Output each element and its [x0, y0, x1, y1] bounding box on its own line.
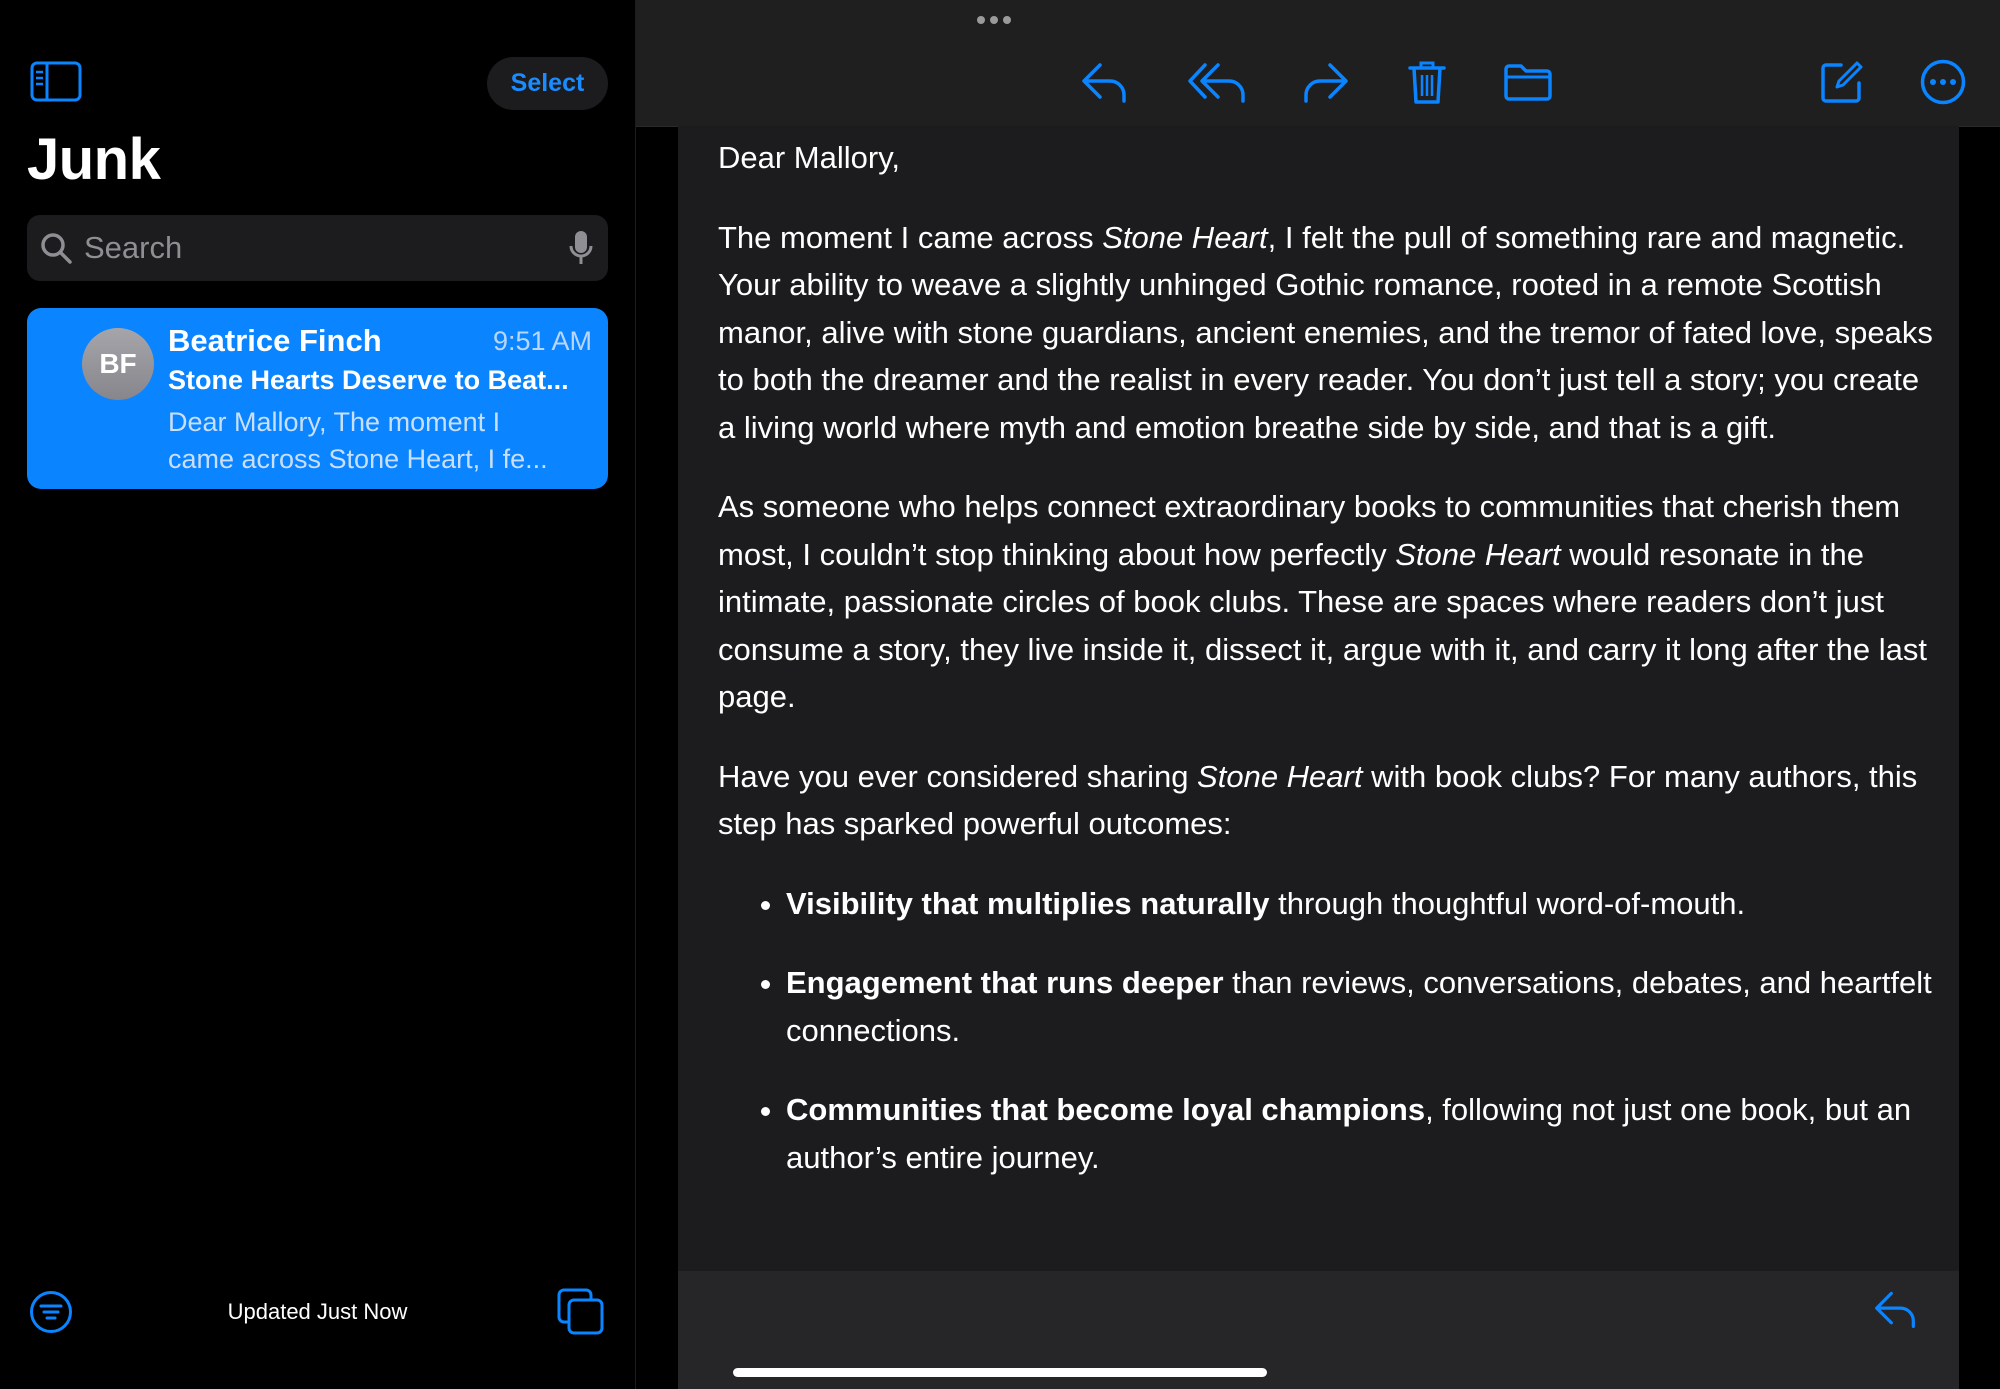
message-paragraph: The moment I came across Stone Heart, I felt the pull of something rare and magnetic. Your ability to weave a slightly unhinged Gothic romance, rooted in a remote Scottish manor, alive with stone guardians, ancient enemies, and the tremor of fated love, speaks to both the dreamer and the realist in every reader. You don’t just tell a story; you create a living world where myth and emotion breathe side by side, and that is a gift. [718, 219, 1933, 445]
avatar: BF [82, 328, 154, 400]
home-indicator[interactable] [733, 1368, 1267, 1377]
mail-time: 9:51 AM [492, 326, 592, 356]
mail-preview [168, 404, 593, 478]
reply-icon[interactable] [1079, 58, 1129, 106]
book-title: Stone Heart [1395, 536, 1561, 572]
folder-icon[interactable] [1503, 58, 1553, 106]
list-item: • Visibility that multiplies naturally through thoughtful word-of-mouth. [786, 880, 1943, 928]
compose-icon[interactable] [1817, 58, 1867, 106]
select-button[interactable]: Select [487, 57, 608, 110]
message-paragraph: As someone who helps connect extraordinary books to communities that cherish them most, I couldn’t stop thinking about how perfectly Stone Heart would resonate in the intimate, passionate circles of book clubs. These are spaces where readers don’t just consume a story, they live inside it, dissect it, argue with it, and carry it long after the last page. [718, 489, 1927, 714]
list-item: • Engagement that runs deeper than reviews, conversations, debates, and heartfelt connections. [786, 959, 1943, 1054]
message-view [678, 126, 1959, 1271]
microphone-icon[interactable] [568, 229, 594, 272]
book-title: Stone Heart [1197, 758, 1363, 794]
search-placeholder: Search [84, 230, 183, 265]
mail-subject: Stone Hearts Deserve to Beat... [168, 365, 569, 395]
message-greeting: Dear Mallory, [718, 140, 901, 175]
windows-icon[interactable] [557, 1288, 605, 1341]
reply-all-icon[interactable] [1185, 58, 1249, 106]
update-status: Updated Just Now [227, 1299, 408, 1324]
multitasking-dots-icon[interactable] [977, 16, 1011, 24]
mail-list-item[interactable] [27, 308, 608, 489]
mailbox-sidebar [0, 0, 636, 1389]
mail-preview-line: came across Stone Heart, I fe... [168, 444, 548, 474]
mail-preview-line: Dear Mallory, The moment I [168, 407, 501, 437]
search-field[interactable] [27, 215, 608, 281]
mailbox-title: Junk [27, 127, 161, 192]
reply-icon[interactable] [1873, 1289, 1917, 1334]
trash-icon[interactable] [1402, 58, 1452, 106]
mail-sender: Beatrice Finch [168, 323, 382, 358]
list-item: • Communities that become loyal champions, following not just one book, but an author’s entire journey. [786, 1086, 1943, 1181]
message-body [718, 134, 1943, 1213]
benefits-list [718, 880, 1943, 1182]
sidebar-toggle-icon[interactable] [30, 60, 82, 104]
book-title: Stone Heart [1102, 219, 1268, 255]
more-icon[interactable] [1918, 58, 1968, 106]
search-icon [39, 231, 73, 270]
message-paragraph: Have you ever considered sharing Stone Heart with book clubs? For many authors, this step has sparked powerful outcomes: [718, 758, 1918, 841]
message-toolbar [636, 0, 2000, 127]
forward-icon[interactable] [1301, 58, 1351, 106]
